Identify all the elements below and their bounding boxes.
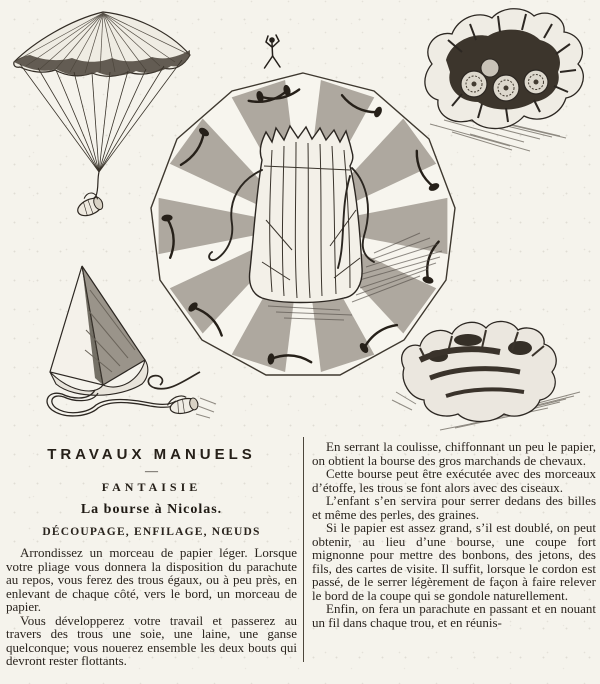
tiny-figure-icon xyxy=(265,35,281,68)
paragraph: L’enfant s’en servira pour serrer dedans des billes et même des perles, des graines. xyxy=(312,493,596,522)
cork-weight-icon xyxy=(73,190,105,219)
shroud-lines xyxy=(20,60,182,172)
section-divider: — xyxy=(145,463,158,478)
paragraph: Enfin, on fera un parachute en passant et en nouant un fil dans chaque trou, et en réunis- xyxy=(312,601,596,630)
article-text-area xyxy=(0,436,600,684)
left-column xyxy=(6,436,297,668)
paragraph: Vous développerez votre travail et passerez au travers des trous une soie, une laine, une ganse quelconque; vous nouerez ensemble les deux bouts qui devront rester flottants. xyxy=(6,612,297,668)
right-column xyxy=(312,440,596,629)
loose-cord-curl xyxy=(148,372,200,389)
cord-cork-toggle-icon xyxy=(166,393,199,416)
paragraph: Arrondissez un morceau de papier léger. Lorsque votre pliage vous donnera la disposition du parachute au repos, vous ferez des trous égaux, ou à peu près, en enlevant de chaque côté, vers le bord, un morceau de papier. xyxy=(6,545,297,614)
toggle-shadow-hatch xyxy=(196,398,216,418)
column-rule xyxy=(303,437,304,662)
article-title: La bourse à Nicolas. xyxy=(80,502,223,517)
paragraph: Cette bourse peut être exécutée avec des morceaux d’étoffe, les trous se font alors avec des ciseaux. xyxy=(312,466,596,495)
rubric-heading: FANTAISIE xyxy=(101,480,202,494)
crumpled-cup-illustration xyxy=(392,321,580,430)
marbles-pouch-illustration xyxy=(425,9,583,151)
section-title: TRAVAUX MANUELS xyxy=(47,446,256,463)
article-subtitle: DÉCOUPAGE, ENFILAGE, NŒUDS xyxy=(42,526,261,538)
paragraph: En serrant la coulisse, chiffonnant un peu le papier, on obtient la bourse des gros marchands de chevaux. xyxy=(312,439,596,468)
paragraph: Si le papier est assez grand, s’il est doublé, on peut obtenir, au lieu d’une bourse, une coupe fort mignonne pour mettre des bonbons, des jetons, des fils, des cartes de visite. Il suffit, lorsque le cordon est passé, de le serrer légèrement de façon à faire relever le bord de la coupe qui se gondole naturellement. xyxy=(312,520,596,603)
